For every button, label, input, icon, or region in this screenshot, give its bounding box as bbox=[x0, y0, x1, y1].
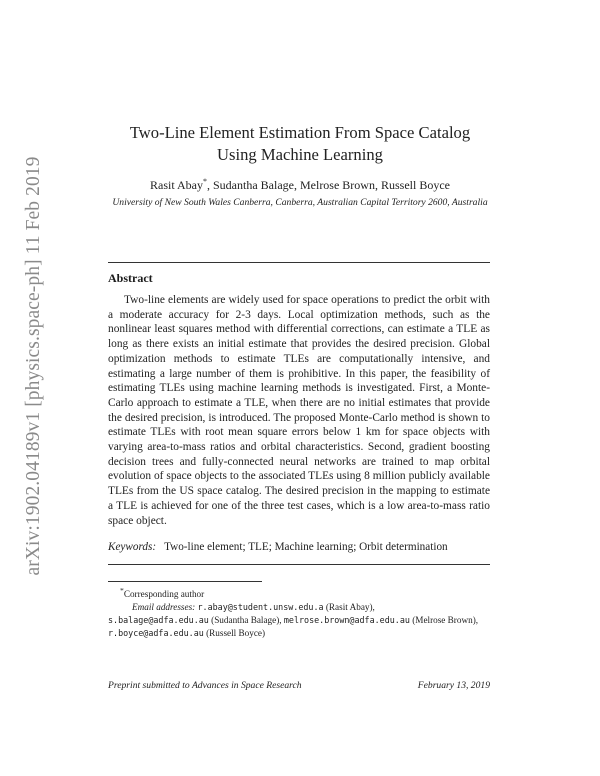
footer-date: February 13, 2019 bbox=[417, 680, 490, 691]
paper-title bbox=[100, 122, 500, 166]
email-link[interactable]: s.balage@adfa.edu.au bbox=[108, 615, 209, 626]
keywords-line bbox=[108, 541, 490, 553]
author-name: Russell Boyce bbox=[380, 178, 450, 192]
email-line bbox=[108, 614, 494, 640]
email-owner: (Melrose Brown), bbox=[412, 615, 479, 626]
affiliation: University of New South Wales Canberra, Canberra, Australian Capital Territory 2600, Australia bbox=[112, 197, 488, 208]
footer-preprint-note: Preprint submitted to Advances in Space Research bbox=[108, 680, 302, 691]
title-line-1: Two-Line Element Estimation From Space Catalog bbox=[129, 123, 471, 142]
author-list: Rasit Abay*, Sudantha Balage, Melrose Brown, Russell Boyce bbox=[150, 177, 450, 192]
email-owner: (Sudantha Balage), bbox=[211, 615, 282, 626]
arxiv-identifier-stamp: arXiv:1902.04189v1 [physics.space-ph] 11 Feb 2019 bbox=[23, 156, 44, 576]
author-name: Melrose Brown bbox=[299, 178, 375, 192]
author-name: Rasit Abay bbox=[150, 178, 203, 192]
email-link[interactable]: melrose.brown@adfa.edu.au bbox=[283, 615, 410, 626]
footnotes bbox=[108, 584, 494, 640]
email-owner: (Russell Boyce) bbox=[206, 628, 266, 639]
email-label: Email addresses: bbox=[132, 602, 196, 613]
keywords-label: Keywords: bbox=[108, 541, 157, 553]
email-link[interactable]: r.abay@student.unsw.edu.a bbox=[197, 602, 324, 613]
footnote-rule bbox=[108, 581, 262, 582]
corresponding-label: Corresponding author bbox=[123, 589, 205, 600]
corresponding-author-mark: * bbox=[203, 177, 207, 186]
title-line-2: Using Machine Learning bbox=[217, 145, 383, 164]
email-line bbox=[108, 601, 494, 614]
abstract-heading: Abstract bbox=[108, 271, 153, 285]
abstract-bottom-rule bbox=[108, 564, 490, 565]
email-owner: (Rasit Abay), bbox=[325, 602, 375, 613]
abstract-top-rule bbox=[108, 262, 490, 263]
email-link[interactable]: r.boyce@adfa.edu.au bbox=[108, 628, 204, 639]
author-name: Sudantha Balage bbox=[213, 178, 294, 192]
abstract-body: Two-line elements are widely used for space operations to predict the orbit with a moderate accuracy for 2-3 days. Local optimization methods, such as the nonlinear least squares method with differential corrections, can estimate a TLE as long as there exists an initial estimate that provides the desired precision. Global optimization methods to estimate TLEs are computationally intensive, and estimating a large number of them is prohibitive. In this paper, the feasibility of estimating TLEs using machine learning methods is investigated. First, a Monte-Carlo approach to estimate a TLE, when there are no initial estimates that provide the desired precision, is introduced. The proposed Monte-Carlo method is shown to estimate TLEs with root mean square errors below 1 km for space objects with varying area-to-mass ratios and orbital characteristics. Second, gradient boosting decision trees and fully-connected neural networks are trained to map orbital evolution of space objects to the associated TLEs using 8 million publicly available TLEs from the US space catalog. The desired precision in the mapping to estimate a TLE is achieved for one of the three test cases, which is a low area-to-mass ratio space object. bbox=[108, 294, 490, 527]
corresponding-author-note: *Corresponding author bbox=[120, 586, 205, 600]
keywords-list: Two-line element; TLE; Machine learning; Orbit determination bbox=[164, 541, 448, 553]
